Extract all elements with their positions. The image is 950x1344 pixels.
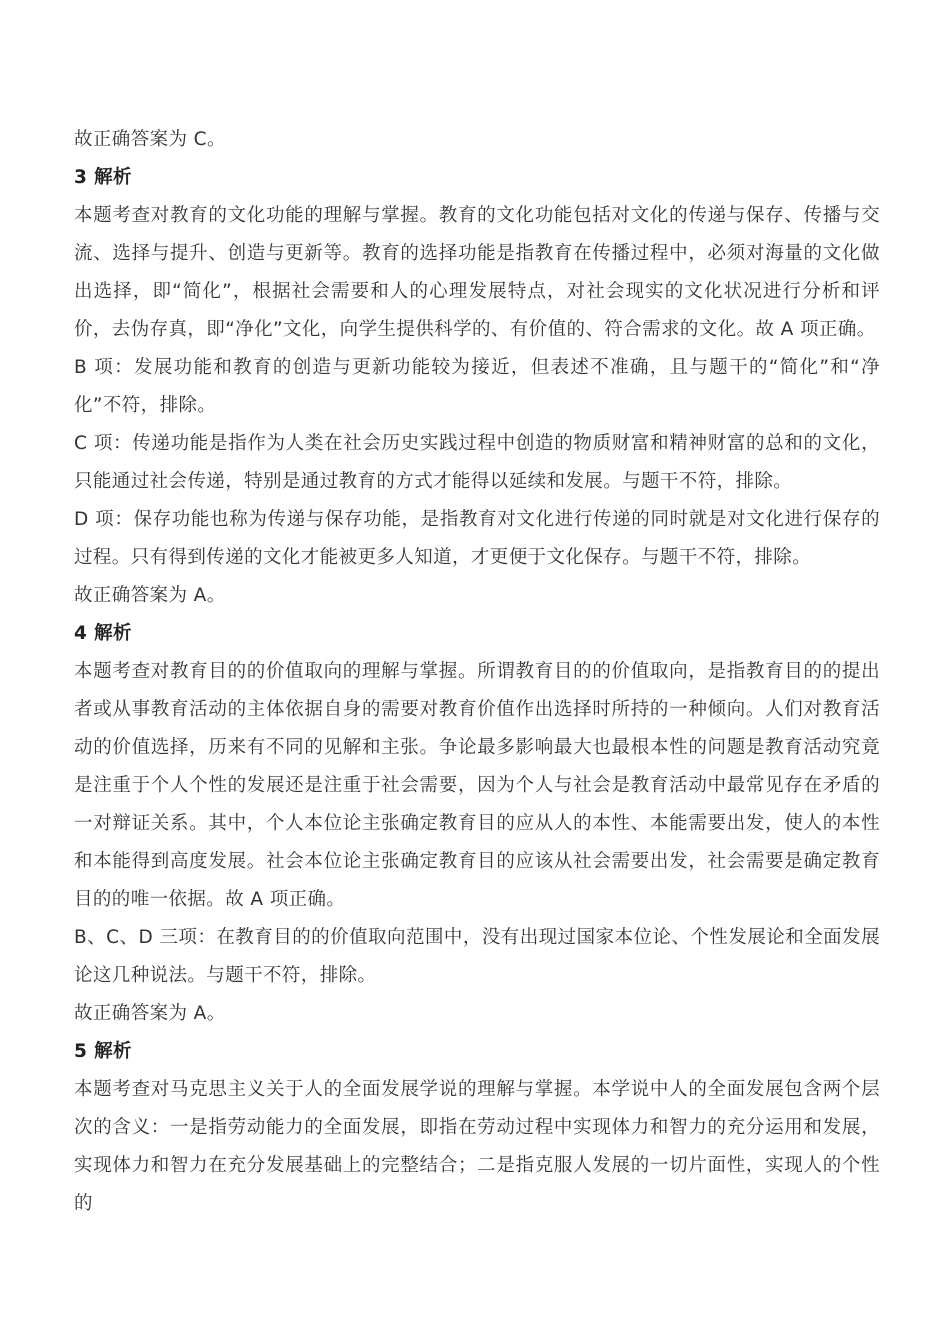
answer-line: 故正确答案为 C。	[74, 129, 226, 150]
explanation-paragraph: 本题考查对教育的文化功能的理解与掌握。教育的文化功能包括对文化的传递与保存、传播与交流、选择与提升、创造与更新等。教育的选择功能是指教育在传播过程中，必须对海量的文化做出选择，即“简化”，根据社会需要和人的心理发展特点，对社会现实的文化状况进行分析和评价，去伪存真，即“净化”文化，向学生提供科学的、有价值的、符合需求的文化。故 A 项正确。	[74, 205, 880, 340]
option-paragraph: C 项：传递功能是指作为人类在社会历史实践过程中创造的物质财富和精神财富的总和的文化，只能通过社会传递，特别是通过教育的方式才能得以延续和发展。与题干不符，排除。	[74, 433, 880, 492]
section-heading: 3 解析	[74, 167, 132, 188]
option-paragraph: D 项：保存功能也称为传递与保存功能，是指教育对文化进行传递的同时就是对文化进行保存的过程。只有得到传递的文化才能被更多人知道，才更便于文化保存。与题干不符，排除。	[74, 509, 880, 568]
explanation-paragraph: 本题考查对教育目的的价值取向的理解与掌握。所谓教育目的的价值取向，是指教育目的的提出者或从事教育活动的主体依据自身的需要对教育价值作出选择时所持的一种倾向。人们对教育活动的价值选择，历来有不同的见解和主张。争论最多影响最大也最根本性的问题是教育活动究竟是注重于个人个性的发展还是注重于社会需要，因为个人与社会是教育活动中最常见存在矛盾的一对辩证关系。其中，个人本位论主张确定教育目的应从人的本性、本能需要出发，使人的本性和本能得到高度发展。社会本位论主张确定教育目的应该从社会需要出发，社会需要是确定教育目的的唯一依据。故 A 项正确。	[74, 661, 880, 910]
explanation-paragraph: 本题考查对马克思主义关于人的全面发展学说的理解与掌握。本学说中人的全面发展包含两个层次的含义：一是指劳动能力的全面发展，即指在劳动过程中实现体力和智力的充分运用和发展，实现体力和智力在充分发展基础上的完整结合；二是指克服人发展的一切片面性，实现人的个性的	[74, 1079, 880, 1214]
section-heading: 4 解析	[74, 623, 132, 644]
option-paragraph: B、C、D 三项：在教育目的的价值取向范围中，没有出现过国家本位论、个性发展论和全面发展论这几种说法。与题干不符，排除。	[74, 927, 880, 986]
answer-line: 故正确答案为 A。	[74, 585, 226, 606]
document-body	[74, 121, 880, 1223]
answer-line: 故正确答案为 A。	[74, 1003, 226, 1024]
option-paragraph: B 项：发展功能和教育的创造与更新功能较为接近，但表述不准确，且与题干的“简化”和“净化”不符，排除。	[74, 357, 880, 416]
section-heading: 5 解析	[74, 1041, 132, 1062]
